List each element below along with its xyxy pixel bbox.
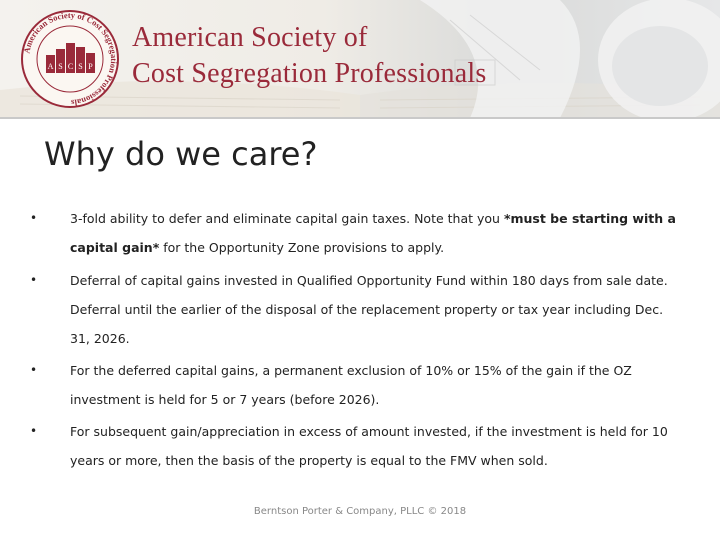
svg-text:P: P: [88, 62, 93, 71]
header-banner: [0, 0, 720, 118]
bullet-marker: •: [30, 273, 38, 287]
org-name-line-2: Cost Segregation Professionals: [132, 58, 487, 89]
svg-text:American Society of Cost Segre: American Society of Cost Segregation Professionals: [21, 9, 120, 109]
svg-text:A: A: [47, 62, 54, 71]
organization-name: [132, 20, 486, 92]
bullet-marker: •: [30, 424, 38, 438]
header-divider: [0, 117, 720, 119]
bullet-emphasis: *must be starting with a capital gain*: [70, 211, 676, 255]
bullet-marker: •: [30, 211, 38, 225]
footer-copyright: Berntson Porter & Company, PLLC © 2018: [253, 506, 467, 517]
svg-text:S: S: [78, 62, 83, 71]
bullet-text: For the deferred capital gains, a permanent exclusion of 10% or 15% of the gain if the OZ investment is held for 5 or 7 years (before 2026).: [70, 363, 632, 407]
bullet-text: For subsequent gain/appreciation in excess of amount invested, if the investment is held for 10 years or more, then the basis of the property is equal to the FMV when sold.: [70, 424, 668, 468]
asscp-logo: [20, 9, 120, 109]
bullet-text: Deferral of capital gains invested in Qualified Opportunity Fund within 180 days from sale date. Deferral until the earlier of the disposal of the replacement property or tax year including Dec. 31, 2026.: [70, 273, 668, 346]
org-name-line-1: American Society of: [132, 22, 368, 53]
slide-title: Why do we care?: [44, 135, 318, 173]
svg-text:C: C: [67, 62, 74, 71]
svg-text:S: S: [58, 62, 63, 71]
bullet-marker: •: [30, 363, 38, 377]
bullet-text: 3-fold ability to defer and eliminate capital gain taxes. Note that you *must be starting with a capital gain* for the Opportunity Zone provisions to apply.: [70, 211, 676, 255]
